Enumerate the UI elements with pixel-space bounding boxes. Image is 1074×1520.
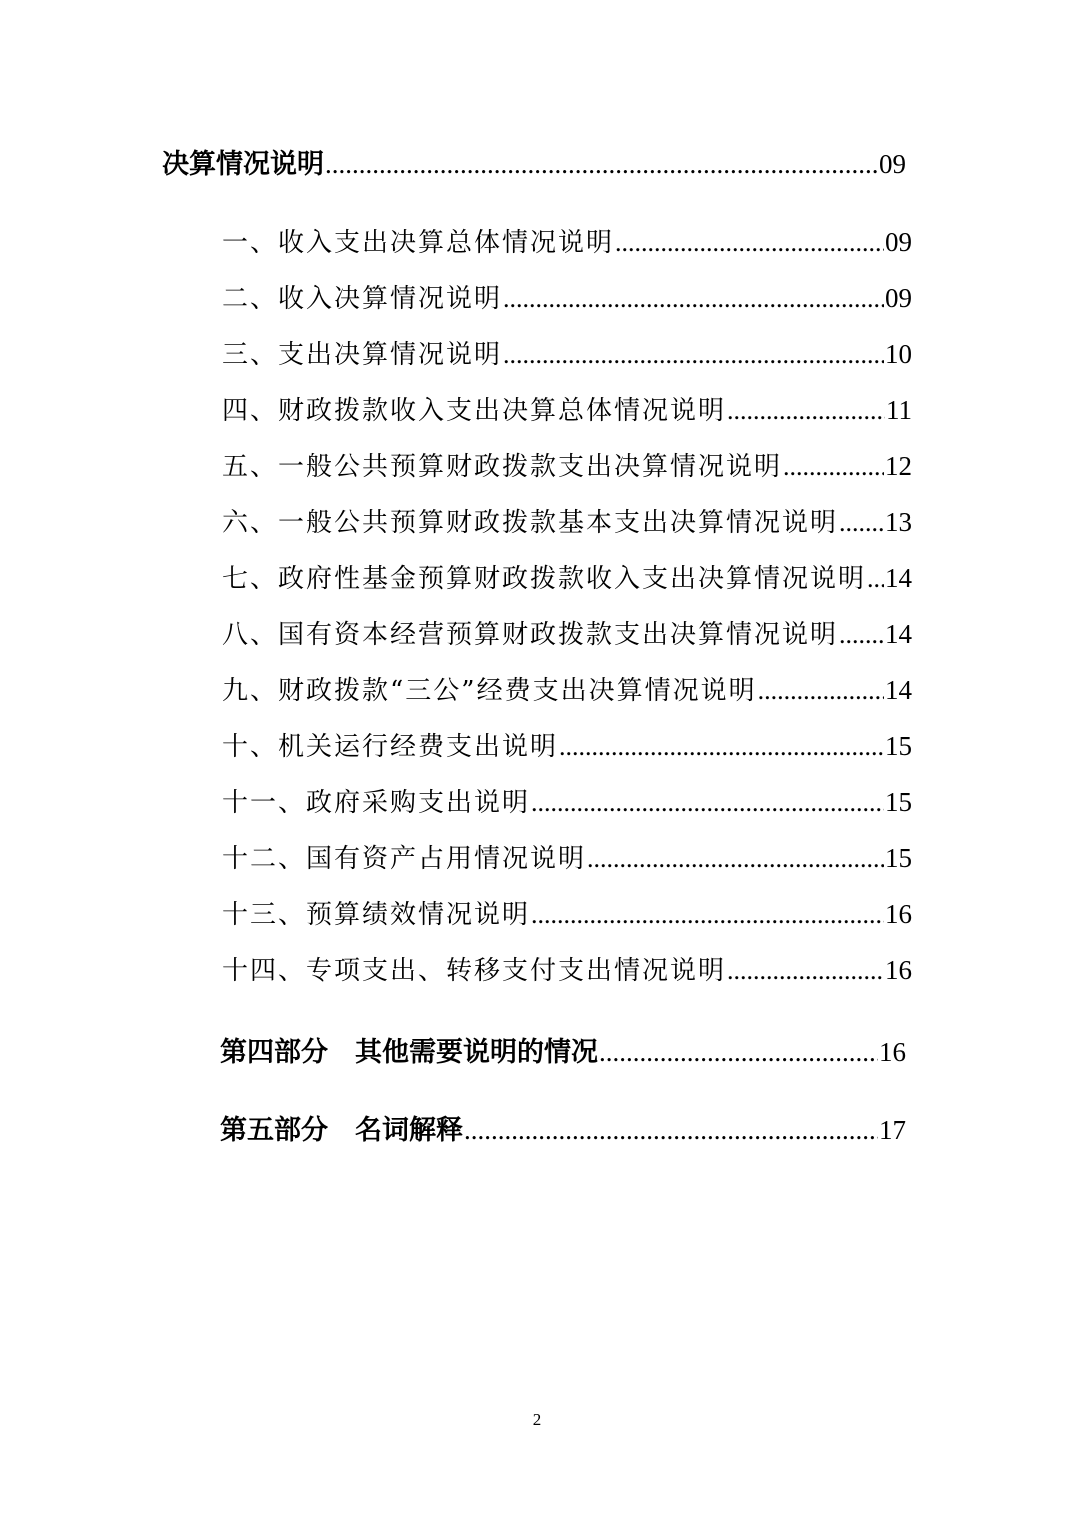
toc-item-row [222, 390, 912, 427]
toc-leader-dots [599, 1037, 878, 1068]
toc-item-title: 十四、专项支出、转移支付支出情况说明 [222, 956, 727, 986]
toc-leader-dots [867, 564, 884, 594]
toc-item-title: 十三、预算绩效情况说明 [222, 900, 531, 930]
toc-leader-dots [559, 732, 884, 762]
toc-item-page: 14 [885, 675, 912, 705]
toc-part-page: 16 [879, 1037, 906, 1067]
toc-item-row [222, 726, 912, 763]
toc-item-page: 15 [885, 731, 912, 761]
toc-item-row [222, 278, 912, 315]
toc-item-page: 09 [885, 283, 912, 313]
toc-item-page: 16 [885, 955, 912, 985]
toc-part-title: 第四部分 其他需要说明的情况 [220, 1037, 598, 1068]
toc-leader-dots [839, 508, 884, 538]
toc-item-page: 14 [885, 619, 912, 649]
toc-leader-dots [464, 1115, 878, 1146]
toc-item-title: 三、支出决算情况说明 [222, 340, 503, 370]
toc-leader-dots [587, 844, 884, 874]
toc-leader-dots [503, 340, 884, 370]
toc-leader-dots [325, 149, 878, 180]
toc-item-row [222, 670, 912, 707]
toc-item-title: 十、机关运行经费支出说明 [222, 732, 559, 762]
toc-leader-dots [783, 452, 884, 482]
toc-item-page: 14 [885, 563, 912, 593]
toc-section-title: 决算情况说明 [162, 149, 324, 180]
toc-item-page: 11 [886, 395, 912, 425]
toc-item-row [222, 614, 912, 651]
toc-leader-dots [727, 396, 885, 426]
toc-item-page: 10 [885, 339, 912, 369]
toc-part-page: 17 [879, 1115, 906, 1145]
toc-item-row [222, 222, 912, 259]
toc-item-row [222, 446, 912, 483]
toc-item-title: 四、财政拨款收入支出决算总体情况说明 [222, 396, 727, 426]
toc-item-page: 13 [885, 507, 912, 537]
page-number: 2 [532, 1410, 542, 1429]
toc-section-page: 09 [879, 149, 906, 179]
toc-leader-dots [531, 900, 884, 930]
toc-part-row [220, 1108, 906, 1147]
toc-item-row [222, 782, 912, 819]
toc-item-title: 一、收入支出决算总体情况说明 [222, 228, 615, 258]
toc-item-title: 九、财政拨款“三公”经费支出决算情况说明 [222, 676, 757, 706]
toc-part-row [220, 1030, 906, 1069]
toc-item-title: 十二、国有资产占用情况说明 [222, 844, 587, 874]
toc-item-row [222, 894, 912, 931]
toc-leader-dots [839, 620, 884, 650]
toc-leader-dots [758, 676, 884, 706]
toc-item-title: 八、国有资本经营预算财政拨款支出决算情况说明 [222, 620, 839, 650]
toc-item-page: 16 [885, 899, 912, 929]
toc-item-page: 12 [885, 451, 912, 481]
toc-leader-dots [727, 956, 884, 986]
toc-item-title: 二、收入决算情况说明 [222, 284, 503, 314]
toc-item-title: 七、政府性基金预算财政拨款收入支出决算情况说明 [222, 564, 867, 594]
toc-item-title: 六、一般公共预算财政拨款基本支出决算情况说明 [222, 508, 839, 538]
toc-item-page: 15 [885, 843, 912, 873]
toc-item-row [222, 502, 912, 539]
toc-leader-dots [531, 788, 884, 818]
toc-item-page: 09 [885, 227, 912, 257]
toc-item-page: 15 [885, 787, 912, 817]
toc-item-title: 五、一般公共预算财政拨款支出决算情况说明 [222, 452, 783, 482]
toc-item-row [222, 334, 912, 371]
toc-leader-dots [503, 284, 884, 314]
toc-leader-dots [615, 228, 884, 258]
toc-part-title: 第五部分 名词解释 [220, 1115, 463, 1146]
toc-item-row [222, 558, 912, 595]
toc-section-row [162, 142, 906, 181]
toc-item-row [222, 950, 912, 987]
toc-item-row [222, 838, 912, 875]
toc-item-title: 十一、政府采购支出说明 [222, 788, 531, 818]
